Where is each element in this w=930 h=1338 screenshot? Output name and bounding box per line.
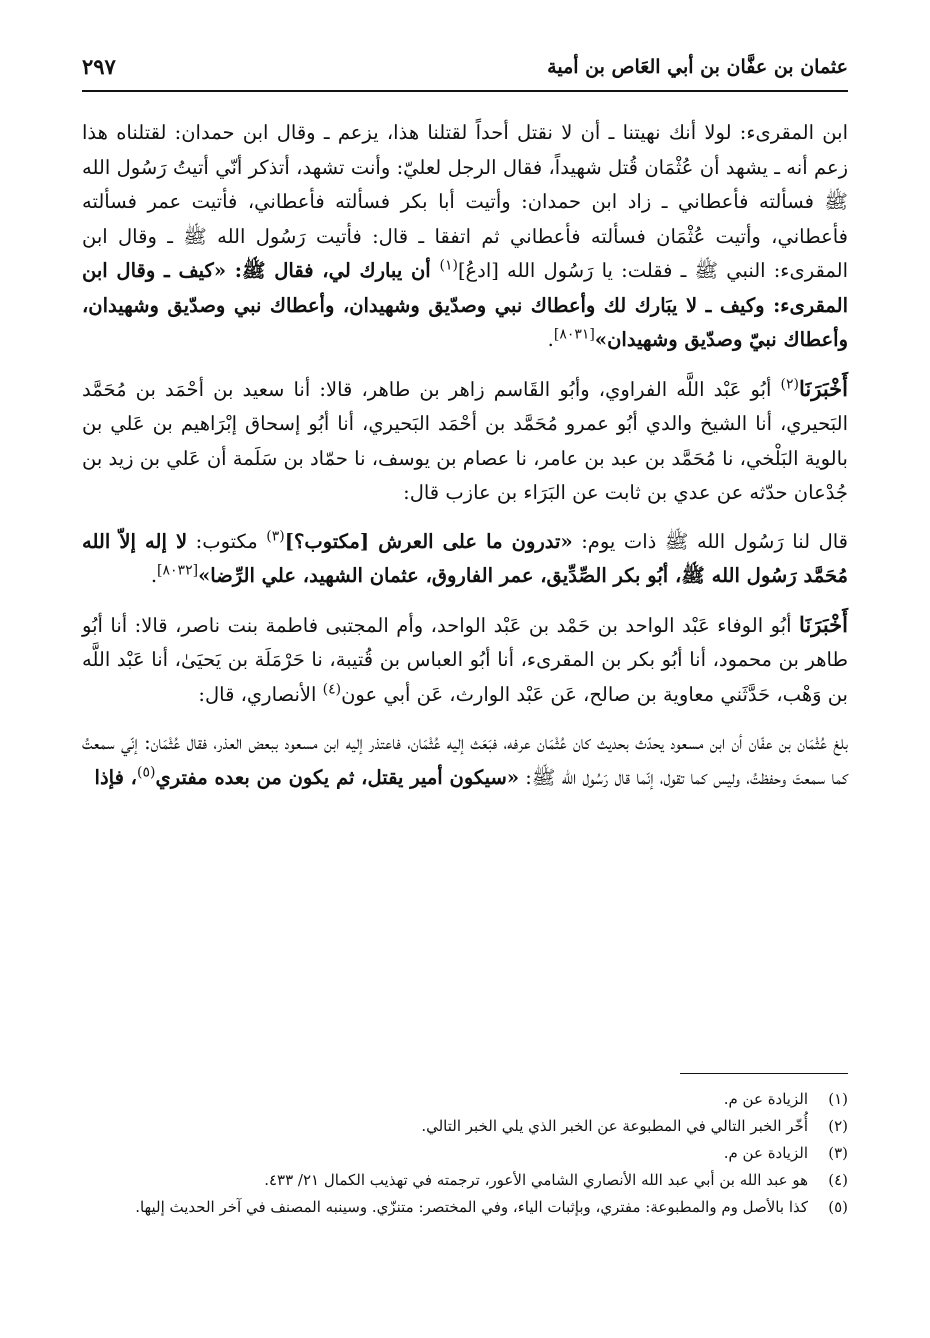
footnote [82, 1167, 848, 1194]
paragraph-1 [82, 116, 848, 358]
footnote [82, 1086, 848, 1113]
footnote-ref: (٤) [322, 681, 342, 697]
footnote [82, 1140, 848, 1167]
footnote-ref: (٢) [780, 376, 800, 392]
paragraph-3-hadith: «تدرون ما على العرش [مكتوب؟] [284, 529, 573, 553]
akhbarana-lead: أَخْبَرَنَا [799, 375, 848, 401]
footnote-number: (٥) [828, 1198, 848, 1216]
footnote-number: (٣) [828, 1144, 848, 1162]
paragraph-3 [82, 525, 848, 594]
footnote-text: كذا بالأصل وم والمطبوعة: مفتري، وبإثبات الياء، وفي المختصر: متنزّي. وسينبه المصنف في آخر الحديث إليها. [135, 1198, 808, 1216]
footnotes [82, 1086, 848, 1221]
paragraph-2 [82, 372, 848, 511]
footnote-text: الزيادة عن م. [723, 1144, 808, 1162]
footnote-number: (١) [828, 1090, 848, 1108]
footnote [82, 1113, 848, 1140]
footnote-number: (٢) [828, 1117, 848, 1135]
paragraph-5 [82, 726, 848, 795]
paragraph-3-hadith-2: لا إله إلاّ الله مُحَمَّد رَسُول الله ﷺ، أبُو بكر الصِّدِّيق، عمر الفاروق، عثمان الشهيد، علي الرِّضا» [82, 529, 848, 587]
hadith-number: [٨٠٣١] [553, 326, 595, 343]
footnote-text: أُخّر الخبر التالي في المطبوعة عن الخبر الذي يلي الخبر التالي. [421, 1117, 808, 1135]
paragraph-5-hadith-end: ، فإذا [94, 765, 137, 789]
paragraph-5-hadith: «سيكون أمير يقتل، ثم يكون من بعده مفتري [155, 765, 520, 789]
paragraph-3-text: قال لنا رَسُول الله ﷺ ذات يوم: [572, 529, 849, 553]
paragraph-2-text: أبُو عَبْد اللَّه الفراوي، وأبُو القَاسم زاهر بن طاهر، قالا: أنا سعيد بن أحْمَد بن مُحَمَّد البَحيري، أنا الشيخ والدي أبُو عمرو مُحَمَّد بن أحْمَد البَحيري، أنا أبُو إسحاق إبْرَاهيم بن عَلي بن بالوية البَلْخي، نا مُحَمَّد بن عبد بن عامر، نا عصام بن يوسف، نا حمّاد بن سَلَمة أن عَلي بن زيد بن جُدْعان حدّثه عن عدي بن ثابت عن البَرَاء بن عازب قال: [82, 377, 848, 504]
footnote-text: هو عبد الله بن أبي عبد الله الأنصاري الشامي الأعور، ترجمته في تهذيب الكمال ٢١/ ٤٣٣. [264, 1171, 808, 1189]
running-title: عثمان بن عفَّان بن أبي العَاص بن أمية [547, 56, 848, 78]
page-number: ٢٩٧ [82, 54, 116, 79]
paragraph-1-text: ابن المقرىء: لولا أنك نهيتنا ـ أن لا نقتل أحداً لقتلنا هذا، يزعم ـ وقال ابن حمدان: لقتلناه هذا زعم أنه ـ يشهد أن عُثْمَان قُتل شهيداً، فقال الرجل لعليّ: وأنت تشهد، أتذكر أنّي أتيتُ رَسُول الله ﷺ فسألته فأعطاني ـ زاد ابن حمدان: وأتيت أبا بكر فسألته فأعطاني، فأتيت عمر فسألته فأعطاني، وأتيت عُثْمَان فسألته فأعطاني ثم اتفقا ـ قال: فأتيت رَسُول الله ﷺ ـ وقال ابن المقرىء: النبي ﷺ ـ فقلت: يا رَسُول الله [ادعُ] [82, 121, 848, 282]
paragraph-1-hadith: أن يبارك لي، فقال ﷺ: «كيف ـ وقال ابن المقرىء: وكيف ـ لا يبَارك لك وأعطاك نبي وصدّيق وشهيدان، وأعطاك نبي وصدّيق وشهيدان، وأعطاك نبيّ وصدّيق وشهيدان» [82, 259, 848, 351]
footnote-separator [680, 1073, 848, 1074]
footnote-ref: (٣) [266, 528, 285, 544]
main-text [82, 116, 848, 795]
footnote-ref: (١) [439, 257, 458, 274]
paragraph-3-end: . [150, 564, 158, 587]
footnote [82, 1194, 848, 1221]
paragraph-4-text: أبُو الوفاء عَبْد الواحد بن حَمْد بن عَبْد الواحد، وأم المجتبى فاطمة بنت ناصر، قالا: أنا أبُو طاهر بن محمود، أنا أبُو بكر بن المقرىء، أنا أبُو العباس بن قُتيبة، نا حَرْمَلَة بن يَحيَىٰ، أنا عَبْد اللَّه بن وَهْب، حَدَّثَني معاوية بن صالح، عَن عَبْد الوارث، عَن أبي عون [82, 613, 848, 706]
paragraph-1-end: . [547, 328, 554, 351]
paragraph-4 [82, 608, 848, 713]
footnote-text: الزيادة عن م. [723, 1090, 808, 1108]
footnote-number: (٤) [828, 1171, 848, 1189]
akhbarana-lead: أَخْبَرَنَا [799, 611, 848, 637]
paragraph-5-text: بلغ عُثْمَان بن عفّان أن ابن مسعود يحدّث بحديث كان عُثْمَان عرفه، فبَعَث إليه عُثْمَان، فاعتذر إليه ابن مسعود ببعض العذر، فقال عُثْمَان: إنّي سمعتُ كما سمعتَ وحفظتُ، وليس كما تقول، إنّما قال رَسُول الله ﷺ: [82, 731, 848, 789]
page-header [82, 50, 848, 92]
footnote-ref: (٥) [136, 764, 156, 780]
paragraph-4-end: الأنصاري، قال: [198, 682, 323, 706]
hadith-number: [٨٠٣٢] [157, 562, 199, 579]
paragraph-3-text-2: مكتوب: [187, 529, 267, 553]
